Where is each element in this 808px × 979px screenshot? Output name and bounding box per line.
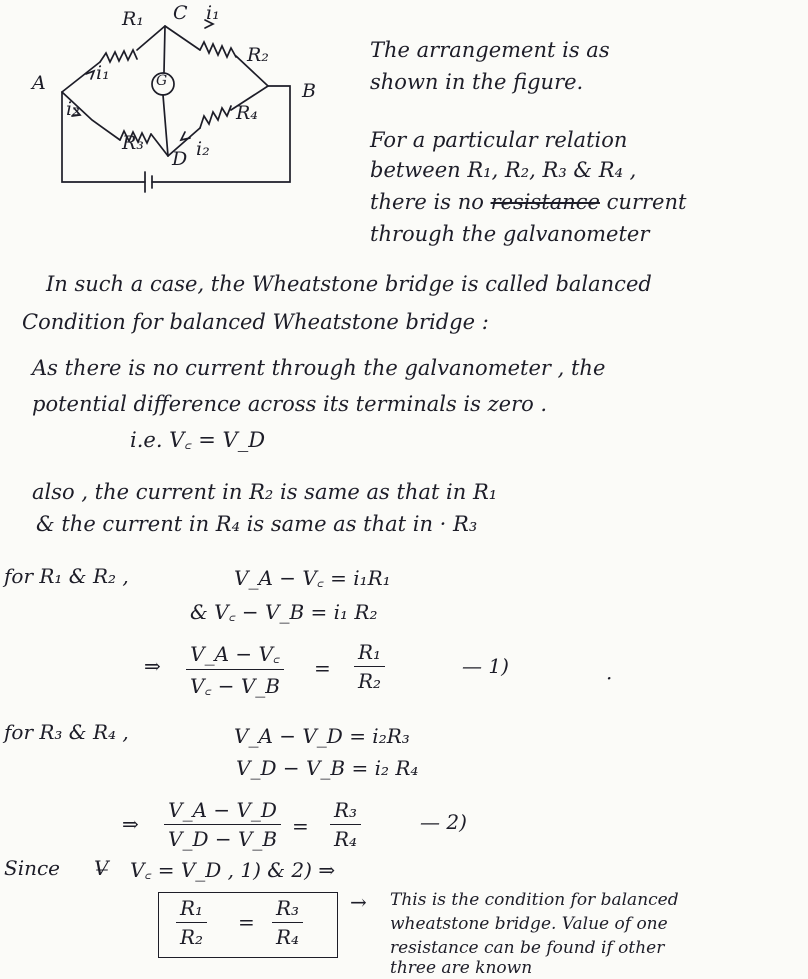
label-g: G bbox=[156, 73, 168, 89]
intro-para2-line-4: through the galvanometer bbox=[370, 222, 650, 246]
eq1-line-a: V_A − V꜀ = i₁R₁ bbox=[234, 566, 391, 590]
body-line-2: Condition for balanced Wheatstone bridge : bbox=[22, 310, 489, 334]
eq1-lhs-num: V_A − V꜀ bbox=[186, 640, 284, 670]
result-rhs-num: R₃ bbox=[272, 896, 303, 923]
wire-c-r2 bbox=[165, 26, 200, 50]
eq2-line-a: V_A − V_D = i₂R₃ bbox=[234, 724, 410, 748]
eq1-equals: = bbox=[314, 656, 331, 680]
resistor-r2 bbox=[200, 42, 236, 57]
eq2-line-b: V_D − V_B = i₂ R₄ bbox=[236, 756, 419, 780]
eq2-lhs-num: V_A − V_D bbox=[164, 798, 281, 825]
eq1-line-b: & V꜀ − V_B = i₁ R₂ bbox=[190, 600, 378, 624]
eq2-tag: — 2) bbox=[420, 810, 467, 834]
label-r1: R₁ bbox=[122, 8, 144, 30]
eq1-for-label: for R₁ & R₂ , bbox=[4, 564, 129, 588]
eq2-lhs-fraction bbox=[164, 798, 281, 851]
body-line-3: As there is no current through the galvanometer , the bbox=[32, 356, 606, 380]
intro-para2-line-3 bbox=[370, 190, 686, 214]
result-lhs-den: R₂ bbox=[180, 925, 204, 949]
resistor-r1 bbox=[100, 50, 137, 62]
wire-a-r1 bbox=[62, 62, 100, 92]
eq1-dot: · bbox=[606, 666, 613, 690]
body-line-4: potential difference across its terminals is zero . bbox=[32, 392, 548, 416]
eq2-rhs-fraction bbox=[330, 798, 361, 851]
intro-para2-line-1: For a particular relation bbox=[370, 128, 628, 152]
result-rhs-fraction bbox=[272, 896, 303, 949]
since-label: Since bbox=[4, 856, 61, 880]
label-i2-left: i₂ bbox=[66, 98, 80, 120]
eq1-lhs-den: V꜀ − V_B bbox=[190, 674, 280, 698]
wire-c-g bbox=[164, 26, 165, 72]
note-line-1: This is the condition for balanced bbox=[390, 890, 679, 910]
result-lhs-fraction bbox=[176, 896, 207, 949]
arrow-i2-right bbox=[181, 132, 190, 140]
wheatstone-bridge-diagram bbox=[0, 0, 330, 200]
eq2-implies: ⇒ bbox=[122, 812, 139, 836]
scribbled-symbol: V̶ bbox=[94, 856, 109, 880]
label-r2: R₂ bbox=[247, 44, 269, 66]
wire-g-d bbox=[163, 95, 168, 156]
eq2-lhs-den: V_D − V_B bbox=[168, 827, 278, 851]
eq1-rhs-den: R₂ bbox=[358, 669, 382, 693]
eq2-rhs-den: R₄ bbox=[334, 827, 358, 851]
eq1-rhs-fraction bbox=[354, 640, 385, 693]
since-statement: V꜀ = V_D , 1) & 2) ⇒ bbox=[130, 858, 336, 882]
result-lhs-num: R₁ bbox=[176, 896, 207, 923]
label-c: C bbox=[173, 2, 188, 24]
note-line-3: resistance can be found if other bbox=[390, 938, 665, 958]
label-r4: R₄ bbox=[236, 102, 258, 124]
note-line-4: three are known bbox=[390, 958, 533, 978]
result-equals: = bbox=[238, 910, 255, 934]
result-rhs-den: R₄ bbox=[276, 925, 300, 949]
intro-text-current: current bbox=[606, 190, 687, 214]
eq1-lhs-fraction bbox=[186, 640, 284, 699]
label-i1-top: i₁ bbox=[206, 2, 220, 24]
intro-line-2: shown in the figure. bbox=[370, 70, 584, 94]
wire-r3-d bbox=[151, 134, 168, 156]
result-arrow: → bbox=[350, 890, 367, 914]
eq1-implies: ⇒ bbox=[144, 654, 161, 678]
intro-para2-line-2: between R₁, R₂, R₃ & R₄ , bbox=[370, 158, 637, 182]
eq1-rhs-num: R₁ bbox=[354, 640, 385, 667]
intro-text-no: there is no bbox=[370, 190, 484, 214]
resistor-r4 bbox=[200, 106, 231, 128]
body-line-7: & the current in R₄ is same as that in · R₃ bbox=[36, 512, 478, 536]
label-r3: R₃ bbox=[122, 132, 144, 154]
struck-word: resistance bbox=[490, 190, 600, 214]
circuit-drawing bbox=[0, 0, 330, 200]
label-i1-left: i₁ bbox=[96, 62, 110, 84]
label-b: B bbox=[302, 80, 316, 102]
label-d: D bbox=[172, 148, 188, 170]
eq2-for-label: for R₃ & R₄ , bbox=[4, 720, 129, 744]
eq1-tag: — 1) bbox=[462, 654, 509, 678]
label-i2-right: i₂ bbox=[196, 138, 210, 160]
label-a: A bbox=[32, 72, 46, 94]
body-line-6: also , the current in R₂ is same as that in R₁ bbox=[32, 480, 498, 504]
note-line-2: wheatstone bridge. Value of one bbox=[390, 914, 668, 934]
body-line-1: In such a case, the Wheatstone bridge is called balanced bbox=[46, 272, 652, 296]
intro-line-1: The arrangement is as bbox=[370, 38, 610, 62]
eq2-rhs-num: R₃ bbox=[330, 798, 361, 825]
body-line-5: i.e. V꜀ = V_D bbox=[130, 428, 266, 452]
eq2-equals: = bbox=[292, 814, 309, 838]
